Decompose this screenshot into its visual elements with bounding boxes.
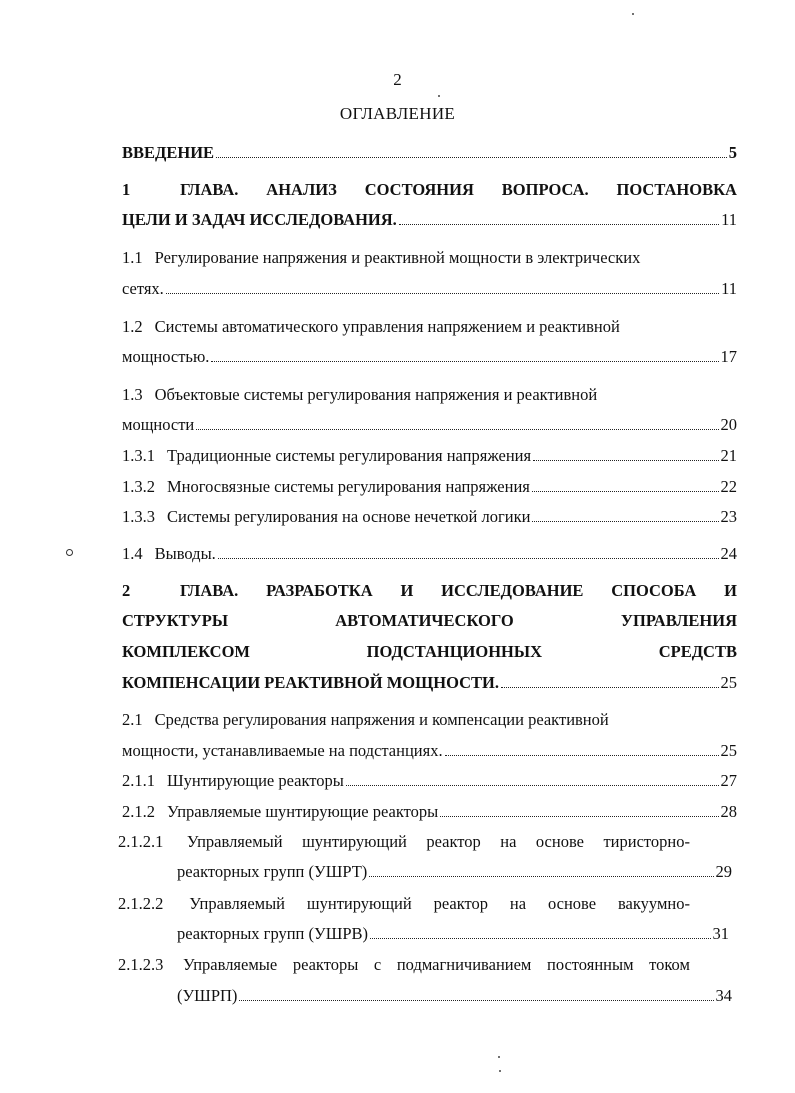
toc-entry-page: 31 <box>712 924 729 943</box>
toc-entry-1-3-2[interactable] <box>122 477 737 497</box>
section-title-word: шунтирующий <box>302 832 407 851</box>
chapter-number: 2 <box>122 581 131 600</box>
chapter-title-word: РАЗРАБОТКА <box>266 581 373 600</box>
leader-dots <box>501 687 719 688</box>
scan-speck <box>632 13 634 15</box>
section-title-word: Управляемый <box>189 894 285 913</box>
section-title-word: на <box>509 894 527 913</box>
section-number: 1.3.1 <box>122 446 155 465</box>
section-title: Объектовые системы регулирования напряжения и реактивной <box>154 385 598 404</box>
toc-entry-2-1-2[interactable] <box>122 802 737 822</box>
section-title: мощности, устанавливаемые на подстанциях. <box>122 741 443 760</box>
section-title-word: током <box>649 955 690 974</box>
section-title: Средства регулирования напряжения и компенсации реактивной <box>154 710 609 729</box>
leader-dots <box>216 157 727 158</box>
page-number: 2 <box>393 70 402 89</box>
chapter-title-word: ПОСТАНОВКА <box>616 180 737 199</box>
leader-dots <box>218 558 719 559</box>
toc-chapter-2-line2[interactable] <box>122 611 737 631</box>
section-title: Регулирование напряжения и реактивной мощности в электрических <box>154 248 641 267</box>
chapter-title-word: СОСТОЯНИЯ <box>364 180 474 199</box>
scan-speck <box>499 1070 501 1072</box>
leader-dots <box>370 938 710 939</box>
toc-entry-page: 5 <box>728 143 737 162</box>
toc-title: ОГЛАВЛЕНИЕ <box>339 104 456 123</box>
toc-entry-page: 28 <box>720 802 737 821</box>
toc-entry-page: 34 <box>715 986 732 1005</box>
section-title-word: тиристорно- <box>603 832 690 851</box>
leader-dots <box>196 429 718 430</box>
toc-entry-2-1-line2[interactable] <box>122 741 737 761</box>
section-title: сетях. <box>122 279 164 298</box>
section-title: мощности <box>122 415 195 434</box>
chapter-title-word: СТРУКТУРЫ <box>122 611 229 630</box>
chapter-title-word: И <box>400 581 414 600</box>
section-number: 1.3.2 <box>122 477 155 496</box>
toc-entry-2-1-1[interactable] <box>122 771 737 791</box>
section-number: 2.1.2 <box>122 802 155 821</box>
toc-entry-2-1-2-1-line1[interactable] <box>118 832 690 852</box>
section-title-word: Управляемые <box>182 955 278 974</box>
section-title-word: на <box>500 832 517 851</box>
section-title-word: подмагничиванием <box>396 955 532 974</box>
section-title-word: реакторы <box>292 955 359 974</box>
chapter-title-word: И <box>724 581 737 600</box>
toc-entry-1-3-1[interactable] <box>122 446 737 466</box>
section-title-word: Управляемый <box>186 832 283 851</box>
toc-entry-1-2-line2[interactable] <box>122 347 737 367</box>
section-number: 2.1.2.3 <box>118 955 164 974</box>
toc-entry-page: 27 <box>720 771 737 790</box>
toc-chapter-2-line3[interactable] <box>122 642 737 662</box>
section-number: 1.2 <box>122 317 143 336</box>
leader-dots <box>211 361 718 362</box>
toc-entry-page: 17 <box>720 347 737 366</box>
toc-entry-2-1-2-2-line2[interactable] <box>177 924 729 944</box>
section-number: 1.3.3 <box>122 507 155 526</box>
leader-dots <box>399 224 719 225</box>
section-title-word: вакуумно- <box>617 894 690 913</box>
section-title-word: основе <box>535 832 584 851</box>
section-number: 1.3 <box>122 385 143 404</box>
section-title-word: с <box>373 955 382 974</box>
section-title-word: шунтирующий <box>306 894 412 913</box>
toc-chapter-1-line2[interactable] <box>122 210 737 230</box>
section-title-word: постоянным <box>546 955 634 974</box>
toc-entry-1-2-line1[interactable] <box>122 317 737 337</box>
chapter-title-word: СРЕДСТВ <box>658 642 737 661</box>
toc-entry-page: 21 <box>720 446 737 465</box>
toc-entry-page: 20 <box>720 415 737 434</box>
toc-entry-2-1-2-3-line1[interactable] <box>118 955 690 975</box>
leader-dots <box>532 491 719 492</box>
toc-entry-page: 11 <box>721 210 737 229</box>
chapter-number: 1 <box>122 180 131 199</box>
section-title-word: реактор <box>433 894 489 913</box>
toc-chapter-2-line1[interactable] <box>122 581 737 601</box>
toc-entry-1-1-line1[interactable] <box>122 248 737 268</box>
toc-entry-1-3-line1[interactable] <box>122 385 737 405</box>
chapter-title-word: ГЛАВА. <box>180 581 239 600</box>
section-title: Системы регулирования на основе нечеткой логики <box>167 507 531 526</box>
leader-dots <box>239 1000 713 1001</box>
toc-entry-page: 23 <box>720 507 737 526</box>
leader-dots <box>440 816 718 817</box>
toc-entry-1-3-3[interactable] <box>122 507 737 527</box>
toc-entry-page: 25 <box>720 741 737 760</box>
section-number: 1.4 <box>122 544 143 563</box>
chapter-title-word: ИССЛЕДОВАНИЕ <box>441 581 584 600</box>
toc-entry-2-1-2-3-line2[interactable] <box>177 986 732 1006</box>
leader-dots <box>533 460 718 461</box>
toc-entry-page: 25 <box>720 673 737 692</box>
leader-dots <box>369 876 713 877</box>
section-title: Шунтирующие реакторы <box>167 771 344 790</box>
toc-entry-page: 24 <box>720 544 737 563</box>
chapter-title-word: АВТОМАТИЧЕСКОГО <box>335 611 514 630</box>
toc-entry-1-4[interactable] <box>122 544 737 564</box>
toc-entry-intro[interactable] <box>122 143 737 163</box>
toc-entry-1-3-line2[interactable] <box>122 415 737 435</box>
section-title: Системы автоматического управления напряжением и реактивной <box>154 317 620 336</box>
section-title: реакторных групп (УШРВ) <box>177 924 369 943</box>
scan-speck <box>66 549 73 556</box>
chapter-title: КОМПЕНСАЦИИ РЕАКТИВНОЙ МОЩНОСТИ. <box>122 673 499 692</box>
chapter-title-word: ГЛАВА. <box>180 180 239 199</box>
toc-entry-2-1-2-1-line2[interactable] <box>177 862 732 882</box>
section-number: 1.1 <box>122 248 143 267</box>
leader-dots <box>532 521 718 522</box>
chapter-title: ЦЕЛИ И ЗАДАЧ ИССЛЕДОВАНИЯ. <box>122 210 397 229</box>
leader-dots <box>445 755 719 756</box>
toc-chapter-1-line1[interactable] <box>122 180 737 200</box>
section-number: 2.1.2.2 <box>118 894 164 913</box>
section-title-word: реактор <box>426 832 481 851</box>
toc-entry-2-1-line1[interactable] <box>122 710 737 730</box>
section-number: 2.1.2.1 <box>118 832 164 851</box>
chapter-title-word: УПРАВЛЕНИЯ <box>620 611 737 630</box>
section-title: мощностью. <box>122 347 210 366</box>
chapter-title-word: АНАЛИЗ <box>266 180 337 199</box>
section-number: 2.1 <box>122 710 143 729</box>
scan-speck <box>498 1056 500 1058</box>
scan-speck <box>438 95 440 97</box>
section-title: реакторных групп (УШРТ) <box>177 862 368 881</box>
chapter-title-word: ВОПРОСА. <box>501 180 589 199</box>
toc-entry-page: 11 <box>721 279 737 298</box>
toc-entry-2-1-2-2-line1[interactable] <box>118 894 690 914</box>
leader-dots <box>166 293 719 294</box>
chapter-title-word: КОМПЛЕКСОМ <box>122 642 250 661</box>
toc-entry-page: 22 <box>720 477 737 496</box>
toc-chapter-2-line4[interactable] <box>122 673 737 693</box>
section-title: Традиционные системы регулирования напряжения <box>167 446 532 465</box>
section-title: Многосвязные системы регулирования напряжения <box>167 477 530 496</box>
section-title-word: основе <box>547 894 597 913</box>
section-title: Выводы. <box>154 544 216 563</box>
section-title: (УШРП) <box>177 986 238 1005</box>
toc-entry-page: 29 <box>715 862 732 881</box>
toc-entry-1-1-line2[interactable] <box>122 279 737 299</box>
chapter-title-word: ПОДСТАНЦИОННЫХ <box>366 642 543 661</box>
section-number: 2.1.1 <box>122 771 155 790</box>
leader-dots <box>346 785 719 786</box>
section-title: Управляемые шунтирующие реакторы <box>167 802 439 821</box>
chapter-title-word: СПОСОБА <box>611 581 697 600</box>
toc-entry-title: ВВЕДЕНИЕ <box>122 143 215 162</box>
